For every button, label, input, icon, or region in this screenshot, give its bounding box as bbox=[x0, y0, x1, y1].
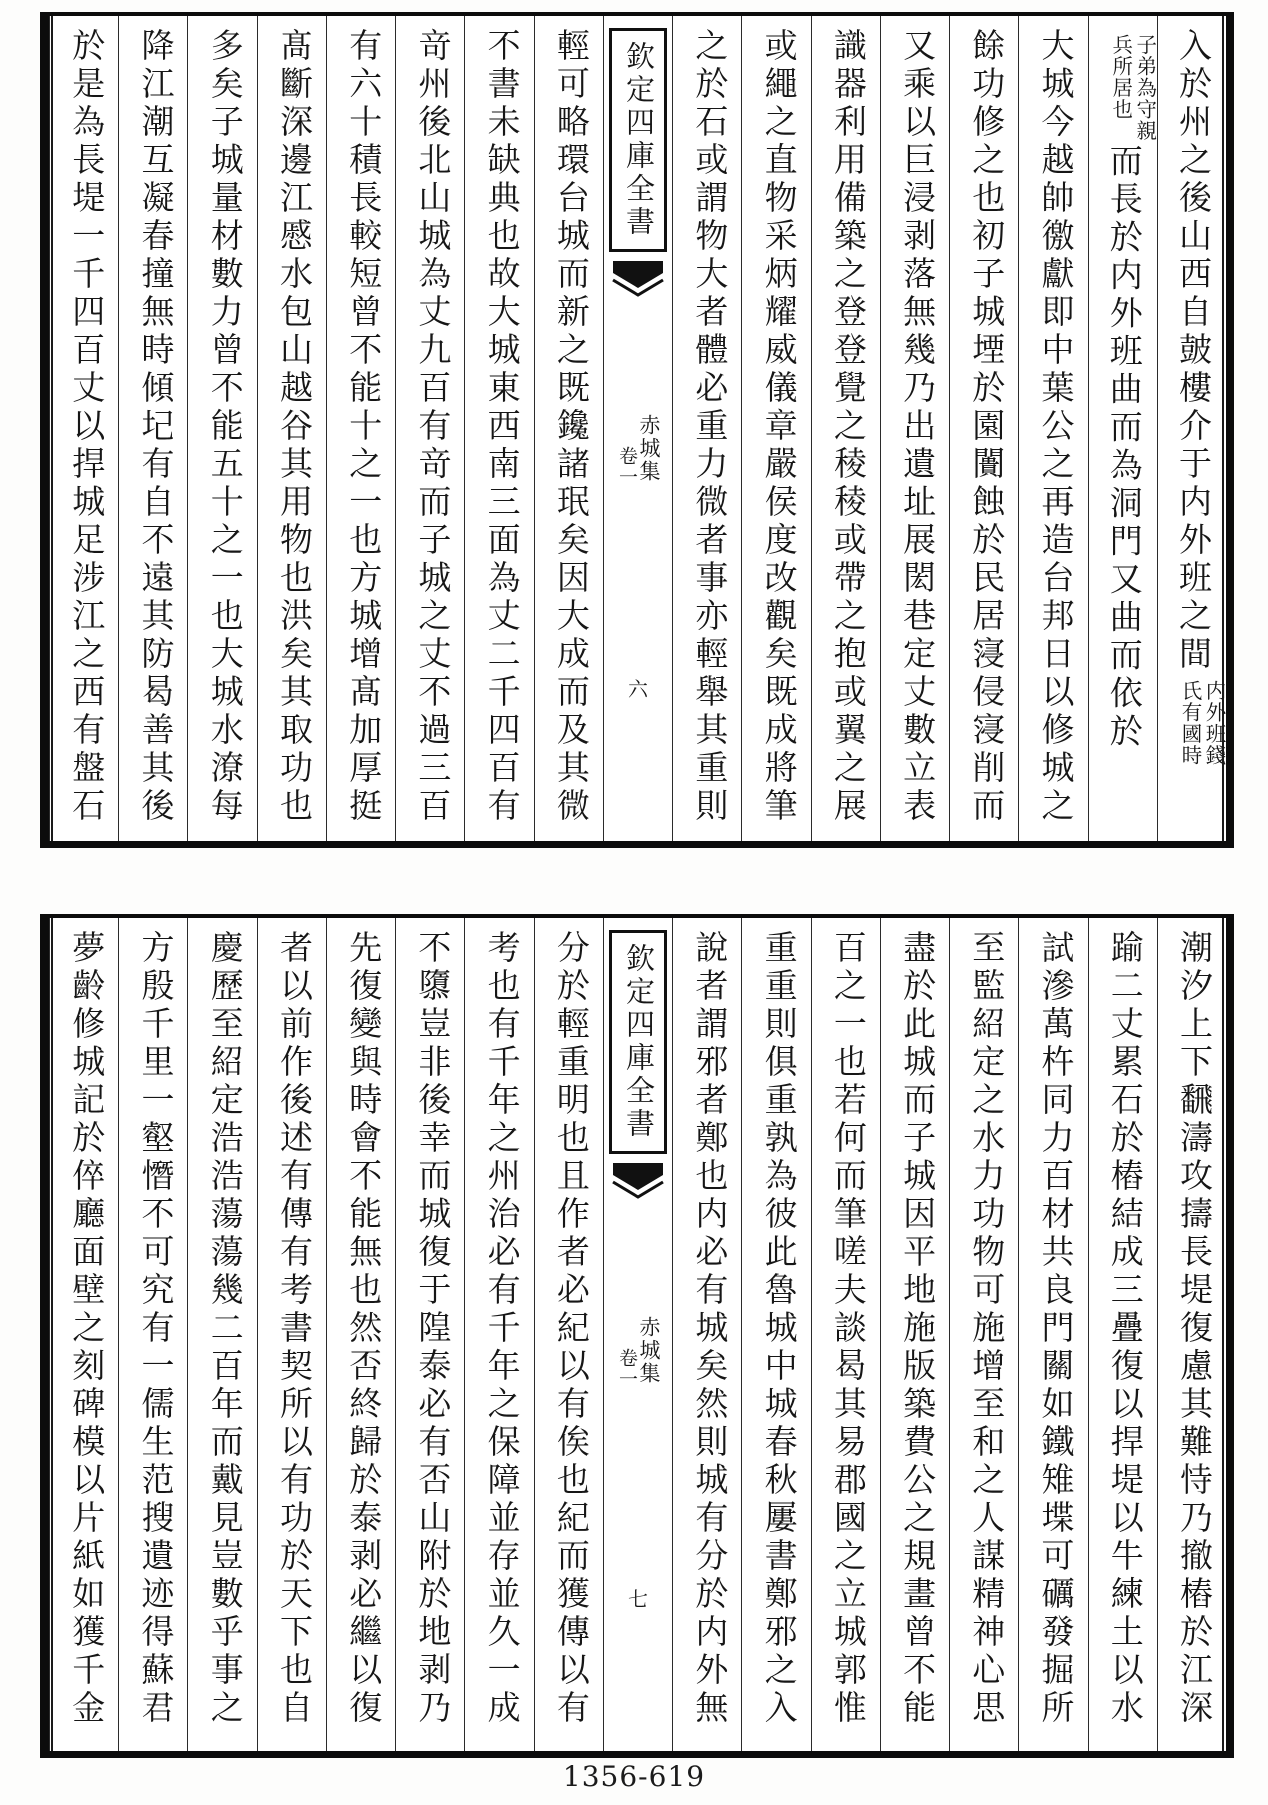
fishtail-icon bbox=[612, 260, 664, 302]
text-column bbox=[187, 918, 256, 1751]
column-text: 降江潮互凝春撞無時傾圮有自不遠其防曷善其後 bbox=[136, 28, 176, 826]
text-column bbox=[534, 16, 603, 841]
text-column bbox=[395, 16, 464, 841]
text-column bbox=[49, 918, 118, 1751]
text-column bbox=[880, 16, 949, 841]
text-column bbox=[49, 16, 118, 841]
banxin-book-row bbox=[616, 414, 660, 488]
column-text: 試滲萬杵同力百材共良門關如鐵雉堞可礪發掘所 bbox=[1036, 930, 1076, 1728]
banxin-title-box: 欽定四庫全書 bbox=[609, 930, 667, 1154]
text-column bbox=[949, 918, 1018, 1751]
column-text: 輕可略環台城而新之既鑱諸珉矣因大成而及其微 bbox=[551, 28, 591, 826]
text-column bbox=[949, 16, 1018, 841]
interlinear-note bbox=[1178, 680, 1226, 766]
text-column bbox=[118, 918, 187, 1751]
banxin-column bbox=[603, 16, 672, 841]
text-block-upper bbox=[40, 12, 1234, 848]
column-text: 不書未缺典也故大城東西南三面為丈二千四百有 bbox=[482, 28, 522, 826]
text-column bbox=[464, 16, 533, 841]
text-column bbox=[672, 16, 741, 841]
text-column bbox=[1088, 918, 1157, 1751]
banxin-book-title: 赤城集 bbox=[637, 1316, 661, 1385]
text-column bbox=[741, 918, 810, 1751]
banxin-book-row bbox=[616, 1316, 660, 1390]
text-column bbox=[811, 918, 880, 1751]
fishtail-icon bbox=[612, 1162, 664, 1204]
text-column bbox=[464, 918, 533, 1751]
column-text: 有六十積長較短曾不能十之一也方城增髙加厚挺 bbox=[344, 28, 384, 826]
banxin-juan-label: 卷一 bbox=[616, 446, 638, 488]
column-text: 竒州後北山城為丈九百有竒而子城之丈不過三百 bbox=[413, 28, 453, 826]
text-column bbox=[395, 918, 464, 1751]
page-number-footer: 1356-619 bbox=[562, 1760, 706, 1793]
column-text: 識器利用備築之登登覺之稜稜或帶之抱或翼之展 bbox=[828, 28, 868, 826]
column-text: 大城今越帥徼獻即中葉公之再造台邦日以修城之 bbox=[1036, 28, 1076, 826]
column-text: 又乘以巨浸剥落無幾乃出遺址展閎巷定丈數立表 bbox=[898, 28, 938, 826]
text-column bbox=[326, 16, 395, 841]
text-column bbox=[257, 16, 326, 841]
column-text: 至監紹定之水力功物可施增至和之人謀精神心思 bbox=[967, 930, 1007, 1728]
column-text: 潮汐上下飜濤攻擣長堤復慮其難恃乃撤樁於江深 bbox=[1175, 930, 1214, 1728]
column-text: 夢齡修城記於倅廳面壁之刻碑模以片紙如獲千金 bbox=[67, 930, 107, 1728]
text-column bbox=[326, 918, 395, 1751]
text-column bbox=[187, 16, 256, 841]
column-text: 之於石或謂物大者體必重力微者事亦輕舉其重則 bbox=[690, 28, 730, 826]
text-column bbox=[257, 918, 326, 1751]
text-column bbox=[741, 16, 810, 841]
banxin-column bbox=[603, 918, 672, 1751]
note-line: 氏有國時 bbox=[1178, 680, 1202, 766]
column-text: 或繩之直物采炳耀威儀章嚴侯度改觀矣既成將筆 bbox=[759, 28, 799, 826]
column-text: 髙斷深邊江慼水包山越谷其用物也洪矣其取功也 bbox=[274, 28, 314, 826]
note-line: 内外班錢 bbox=[1202, 680, 1226, 766]
column-text: 不隳豈非後幸而城復于隍泰必有否山附於地剥乃 bbox=[413, 930, 453, 1728]
column-text: 慶歷至紹定浩浩蕩蕩幾二百年而戴見豈數乎事之 bbox=[205, 930, 245, 1728]
column-text: 者以前作後述有傳有考書契所以有功於天下也自 bbox=[274, 930, 314, 1728]
banxin-title-box: 欽定四庫全書 bbox=[609, 28, 667, 252]
banxin-book-title: 赤城集 bbox=[637, 414, 661, 483]
banxin-page-number: 七 bbox=[628, 1587, 648, 1611]
column-text: 多矣子城量材數力曾不能五十之一也大城水潦每 bbox=[205, 28, 245, 826]
column-text: 方殷千里一壑憯不可究有一儒生范搜遺迹得蘇君 bbox=[136, 930, 176, 1728]
banxin-page-number: 六 bbox=[628, 677, 648, 701]
text-column bbox=[1088, 16, 1157, 841]
text-column bbox=[672, 918, 741, 1751]
column-text: 說者謂邪者鄭也内必有城矣然則城有分於内外無 bbox=[690, 930, 730, 1728]
column-text: 餘功修之也初子城堙於園闠蝕於民居寖侵寖削而 bbox=[967, 28, 1007, 826]
text-column bbox=[1157, 16, 1226, 841]
interlinear-note bbox=[1109, 34, 1157, 142]
text-column bbox=[811, 16, 880, 841]
text-column bbox=[880, 918, 949, 1751]
note-line: 兵所居也 bbox=[1108, 34, 1133, 120]
note-line: 子弟為守親 bbox=[1132, 34, 1157, 142]
column-text: 先復變與時會不能無也然否終歸於泰剥必繼以復 bbox=[344, 930, 384, 1728]
column-text: 踰二丈累石於樁結成三疊復以捍堤以牛練土以水 bbox=[1105, 930, 1145, 1728]
column-text: 考也有千年之州治必有千年之保障並存並久一成 bbox=[482, 930, 522, 1728]
column-text: 百之一也若何而筆嗟夫談曷其易郡國之立城郭惟 bbox=[828, 930, 868, 1728]
column-text: 盡於此城而子城因平地施版築費公之規畫曾不能 bbox=[898, 930, 938, 1728]
text-column bbox=[118, 16, 187, 841]
column-text: 重重則俱重孰為彼此魯城中城春秋屢書鄭邪之入 bbox=[759, 930, 799, 1728]
column-text: 於是為長堤一千四百丈以捍城足涉江之西有盤石 bbox=[67, 28, 107, 826]
text-column bbox=[1018, 918, 1087, 1751]
column-text: 入於州之後山西自皷樓介于内外班之間 bbox=[1174, 28, 1213, 674]
column-text: 而長於内外班曲而為洞門又曲而依於 bbox=[1104, 143, 1144, 752]
text-block-lower bbox=[40, 914, 1234, 1758]
text-column bbox=[1018, 16, 1087, 841]
text-column bbox=[534, 918, 603, 1751]
banxin-juan-label: 卷一 bbox=[616, 1348, 638, 1390]
column-text: 分於輕重明也且作者必紀以有俟也紀而獲傳以有 bbox=[551, 930, 591, 1728]
text-column bbox=[1157, 918, 1226, 1751]
